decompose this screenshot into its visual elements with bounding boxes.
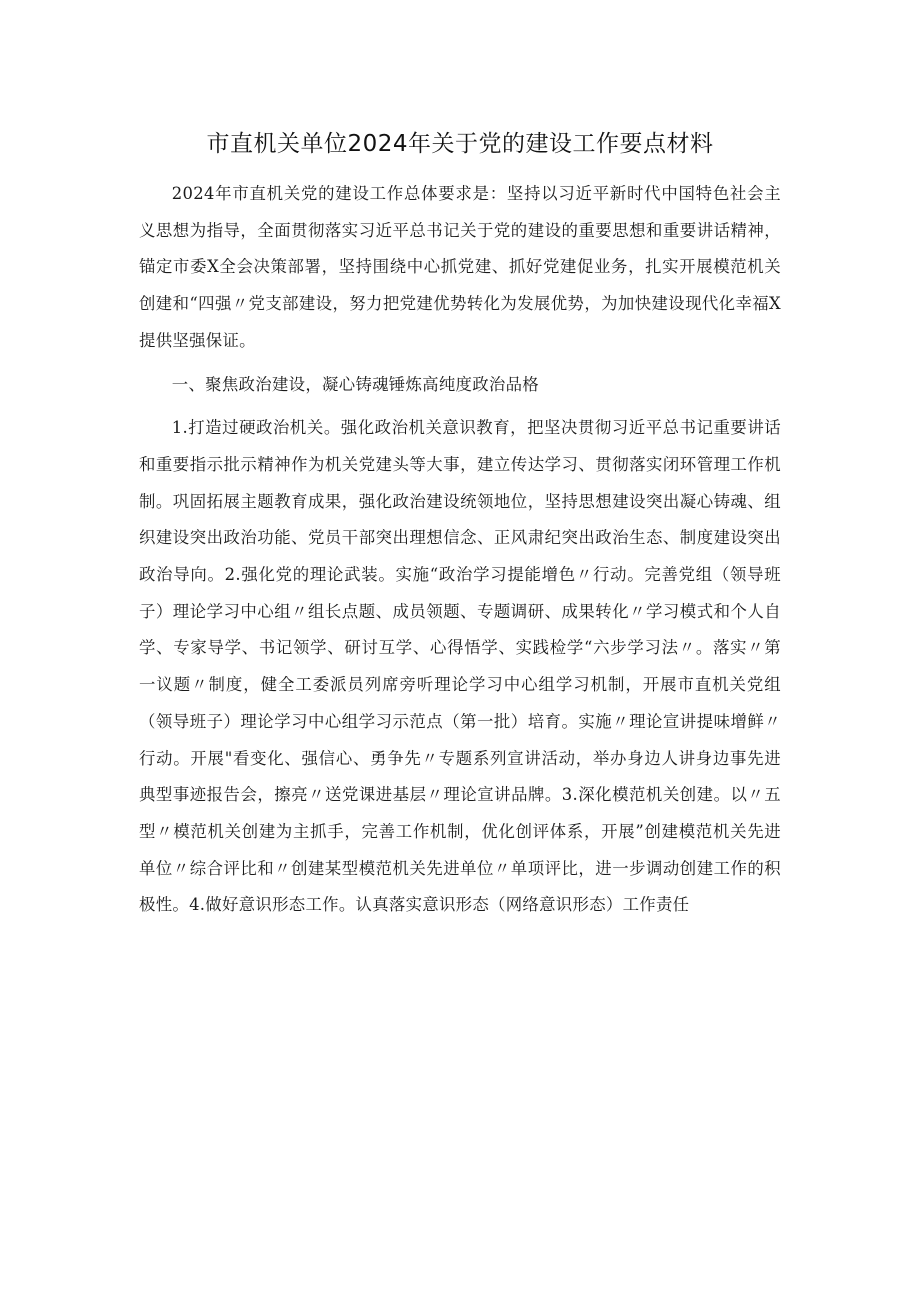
section-heading-political-construction: 一、聚焦政治建设，凝心铸魂锤炼高纯度政治品格: [171, 374, 539, 394]
paragraph-overall-requirements: 2024年市直机关党的建设工作总体要求是：坚持以习近平新时代中国特色社会主义思想为指导，全面贯彻落实习近平总书记关于党的建设的重要思想和重要讲话精神，锚定市委X全会决策部署，坚持围绕中心抓党建、抓好党建促业务，扎实开展模范机关创建和“四强〃党支部建设，努力把党建优势转化为发展优势，为加快建设现代化幸福X提供坚强保证。: [139, 184, 781, 350]
document-body: [139, 176, 781, 931]
document-title: 市直机关单位2024年关于党的建设工作要点材料: [206, 131, 714, 157]
paragraph-political-organ: 1.打造过硬政治机关。强化政治机关意识教育，把坚决贯彻习近平总书记重要讲话和重要指示批示精神作为机关党建头等大事，建立传达学习、贯彻落实闭环管理工作机制。巩固拓展主题教育成果，强化政治建设统领地位，坚持思想建设突出凝心铸魂、组织建设突出政治功能、党员干部突出理想信念、正风肃纪突出政治生态、制度建设突出政治导向。2.强化党的理论武装。实施“政治学习提能增色〃行动。完善党组（领导班子）理论学习中心组〃组长点题、成员领题、专题调研、成果转化〃学习模式和个人自学、专家导学、书记领学、研讨互学、心得悟学、实践检学“六步学习法〃。落实〃第一议题〃制度，健全工委派员列席旁听理论学习中心组学习机制，开展市直机关党组（领导班子）理论学习中心组学习示范点（第一批）培育。实施〃理论宣讲提味增鲜〃行动。开展"看变化、强信心、勇争先〃专题系列宣讲活动，举办身边人讲身边事先进典型事迹报告会，擦亮〃送党课进基层〃理论宣讲品牌。3.深化模范机关创建。以〃五型〃模范机关创建为主抓手，完善工作机制，优化创评体系，开展”创建模范机关先进单位〃综合评比和〃创建某型模范机关先进单位〃单项评比，进一步调动创建工作的积极性。4.做好意识形态工作。认真落实意识形态（网络意识形态）工作责任: [139, 418, 781, 915]
